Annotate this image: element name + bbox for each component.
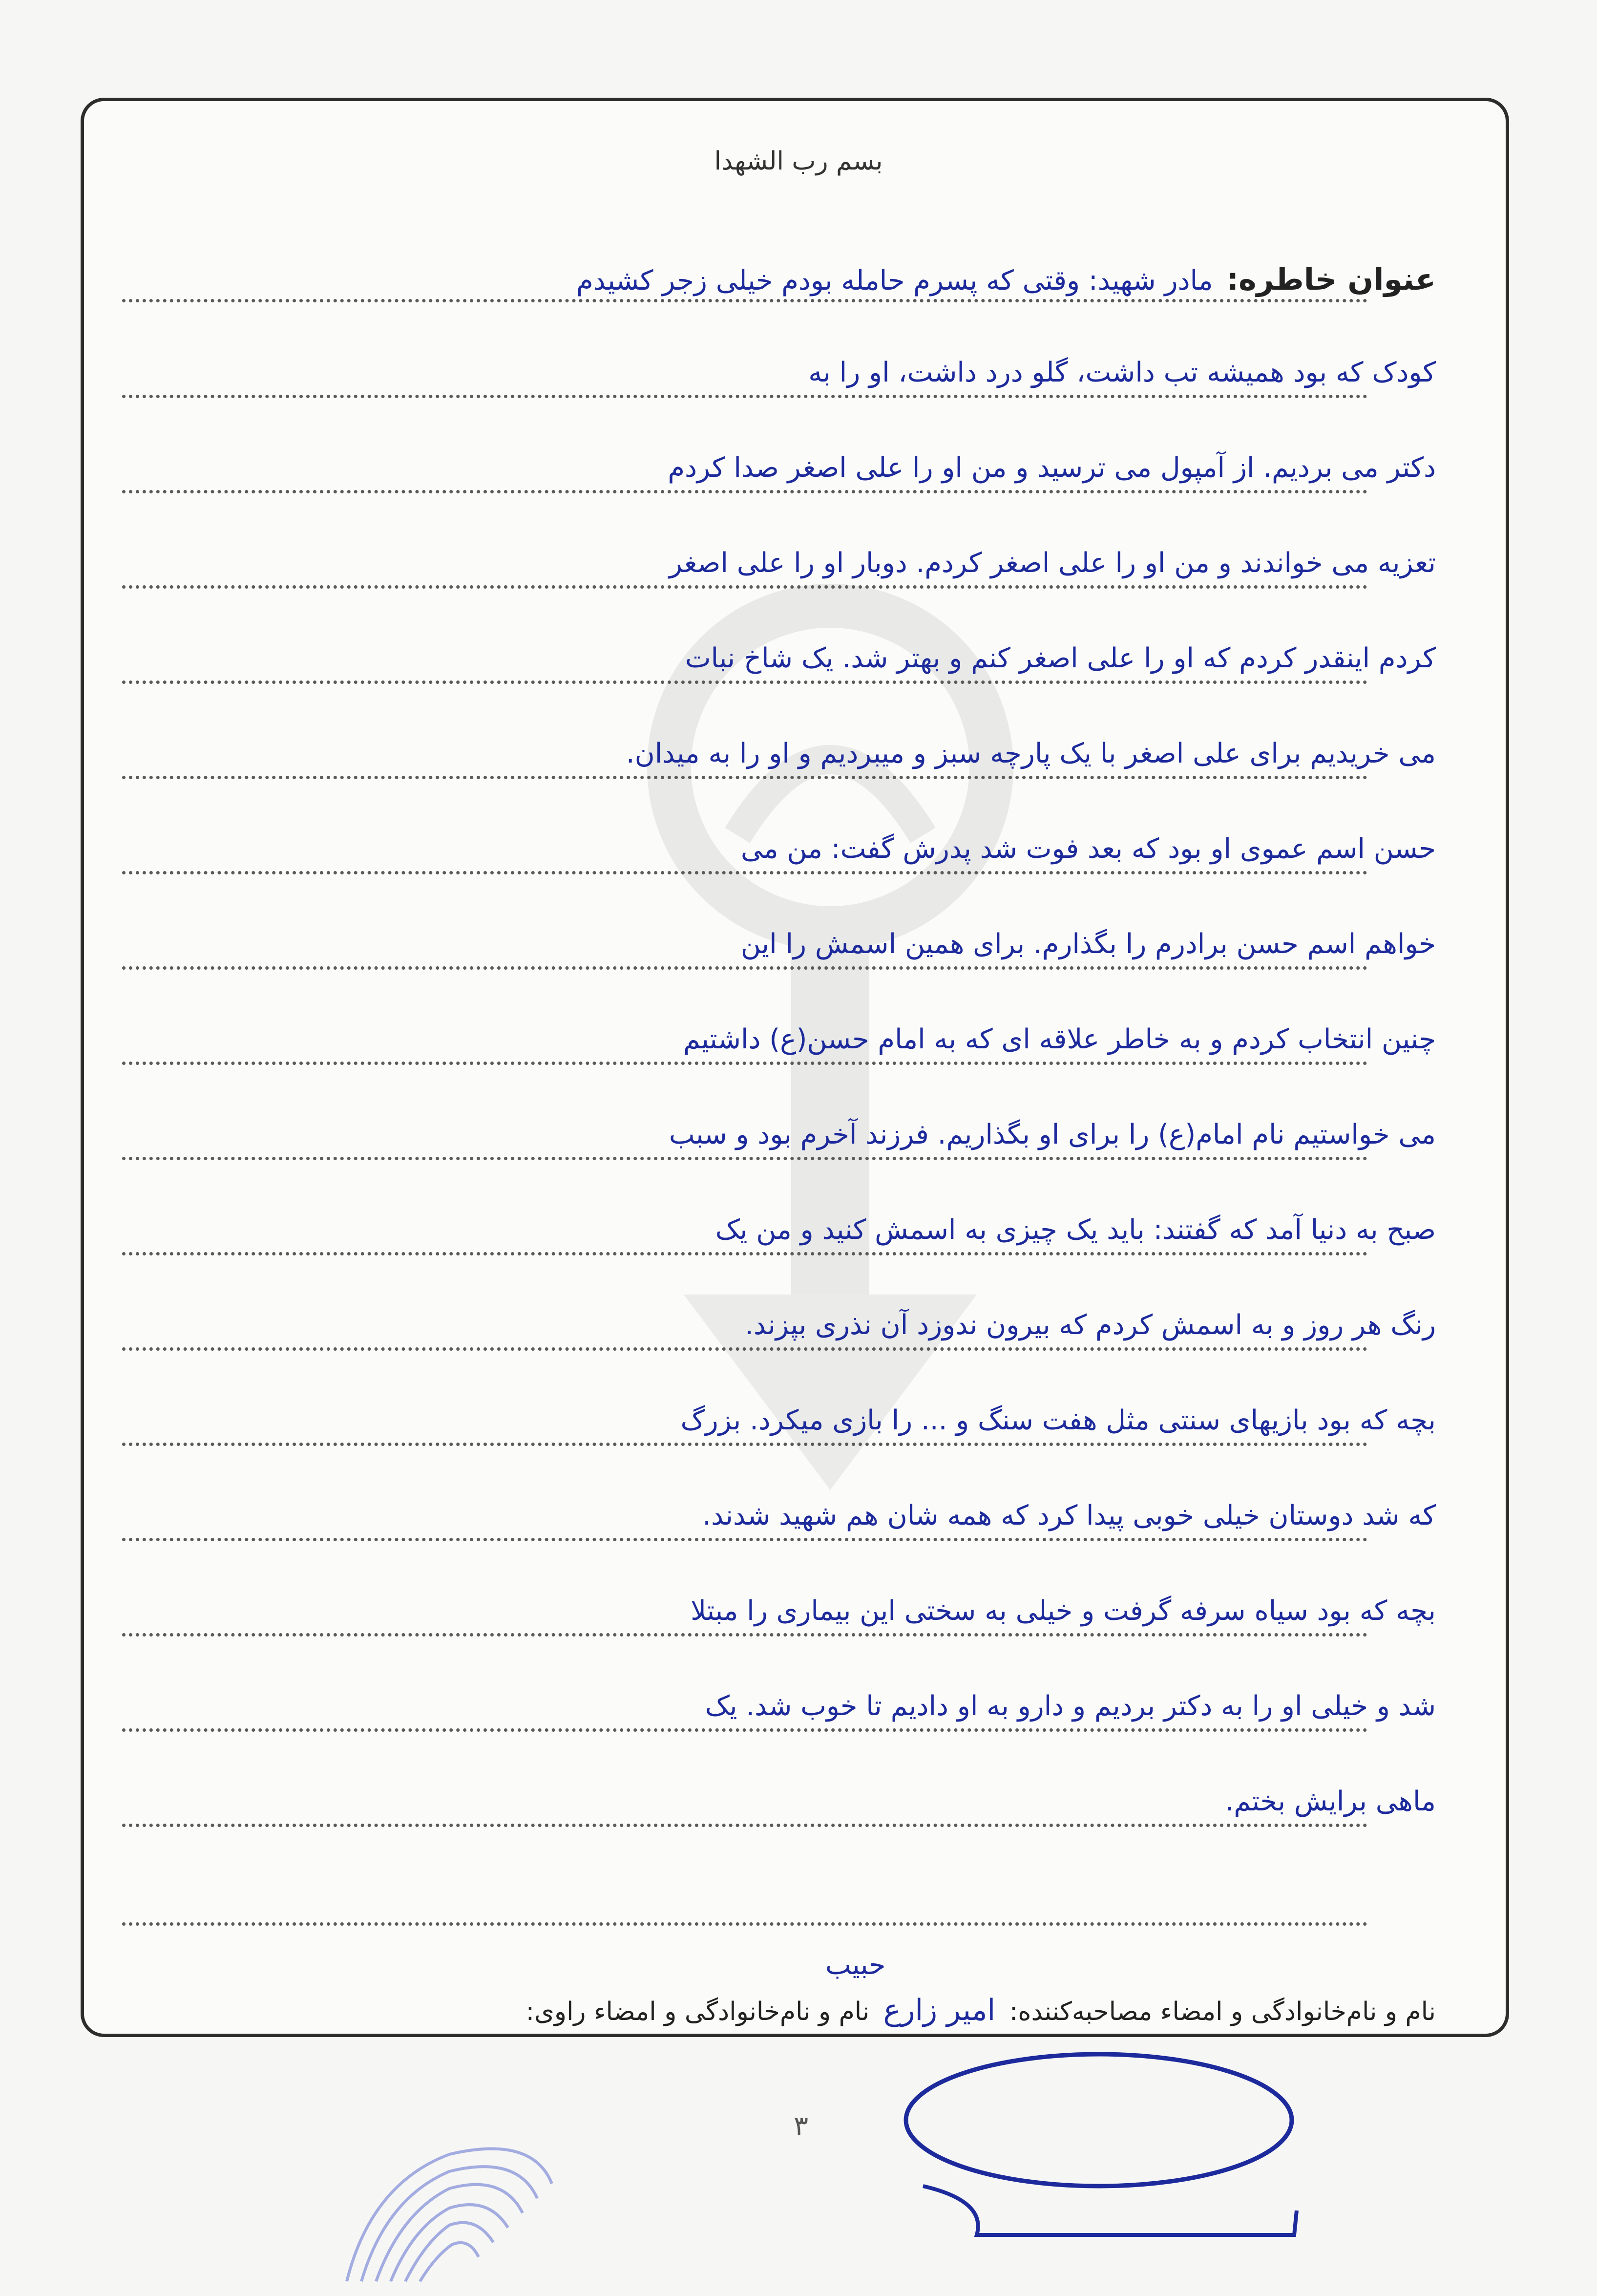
- memoir-line-11: صبح به دنیا آمد که گفتند: باید یک چیزی به اسمش کنید و من یک: [715, 1214, 1436, 1246]
- memoir-line-10: می خواستیم نام امام(ع) را برای او بگذاریم. فرزند آخرم بود و سبب: [669, 1119, 1436, 1150]
- ruled-line: [122, 1252, 1367, 1255]
- ruled-line: [122, 680, 1367, 684]
- ruled-line: [122, 395, 1367, 398]
- narrator-label: نام و نام‌خانوادگی و امضاء راوی:: [525, 1997, 870, 2026]
- header-title: بسم رب الشهدا: [714, 147, 883, 176]
- ruled-line: [122, 1538, 1367, 1541]
- ruled-line: [122, 1443, 1367, 1446]
- memoir-line-5: کردم اینقدر کردم که او را علی اصغر کنم و بهتر شد. یک شاخ نبات: [685, 642, 1436, 674]
- memoir-line-4: تعزیه می خواندند و من او را علی اصغر کردم. دوبار او را علی اصغر: [669, 547, 1436, 579]
- memoir-line-7: حسن اسم عموی او بود که بعد فوت شد پدرش گفت: من می: [740, 833, 1436, 865]
- ruled-line: [122, 299, 1367, 302]
- memoir-text: مادر شهید: وقتی که پسرم حامله بودم خیلی زجر کشیدم: [576, 265, 1213, 297]
- memoir-line-6: می خریدیم برای علی اصغر با یک پارچه سبز و میبردیم و او را به میدان.: [626, 738, 1436, 769]
- fingerprint-icon: [327, 2125, 562, 2291]
- footer-signatures: [526, 1993, 1436, 2027]
- ruled-line: [122, 1633, 1367, 1637]
- interviewer-name: امیر زارع: [883, 1993, 996, 2027]
- memoir-title-label: عنوان خاطره:: [1226, 261, 1436, 297]
- ruled-line: [122, 871, 1367, 874]
- ruled-line: [122, 490, 1367, 493]
- signature-icon: [889, 2040, 1304, 2250]
- page-number: ۳: [794, 2110, 809, 2142]
- ruled-line: [122, 1728, 1367, 1732]
- ruled-line: [122, 1922, 1367, 1926]
- memoir-line-17: ماهی برایش بختم.: [1225, 1786, 1436, 1817]
- memoir-line-16: شد و خیلی او را به دکتر بردیم و دارو به او دادیم تا خوب شد. یک: [705, 1690, 1436, 1722]
- memoir-line-1: [576, 261, 1436, 297]
- memoir-line-8: خواهم اسم حسن برادرم را بگذارم. برای همین اسمش را این: [740, 928, 1436, 960]
- memoir-line-2: کودک که بود همیشه تب داشت، گلو درد داشت، او را به: [808, 357, 1436, 388]
- ruled-line: [122, 1157, 1367, 1160]
- memoir-line-12: رنگ هر روز و به اسمش کردم که بیرون ندوزد آن نذری بپزند.: [745, 1309, 1436, 1341]
- memoir-line-9: چنین انتخاب کردم و به خاطر علاقه ای که به امام حسن(ع) داشتیم: [683, 1023, 1436, 1055]
- ruled-line: [122, 1824, 1367, 1827]
- ruled-line: [122, 966, 1367, 970]
- ruled-line: [122, 1062, 1367, 1065]
- interviewer-name-extra: حبیب: [825, 1949, 886, 1981]
- memoir-line-15: بچه که بود سیاه سرفه گرفت و خیلی به سختی این بیماری را مبتلا: [691, 1595, 1436, 1627]
- interviewer-label: نام و نام‌خانوادگی و امضاء مصاحبه‌کننده:: [1009, 1997, 1436, 2026]
- memoir-line-13: بچه که بود بازیهای سنتی مثل هفت سنگ و ... را بازی میکرد. بزرگ: [680, 1404, 1436, 1436]
- ruled-line: [122, 776, 1367, 779]
- ruled-line: [122, 585, 1367, 589]
- memoir-line-14: که شد دوستان خیلی خوبی پیدا کرد که همه شان هم شهید شدند.: [702, 1500, 1436, 1531]
- memoir-line-3: دکتر می بردیم. از آمپول می ترسید و من او را علی اصغر صدا کردم: [668, 452, 1436, 484]
- ruled-line: [122, 1347, 1367, 1351]
